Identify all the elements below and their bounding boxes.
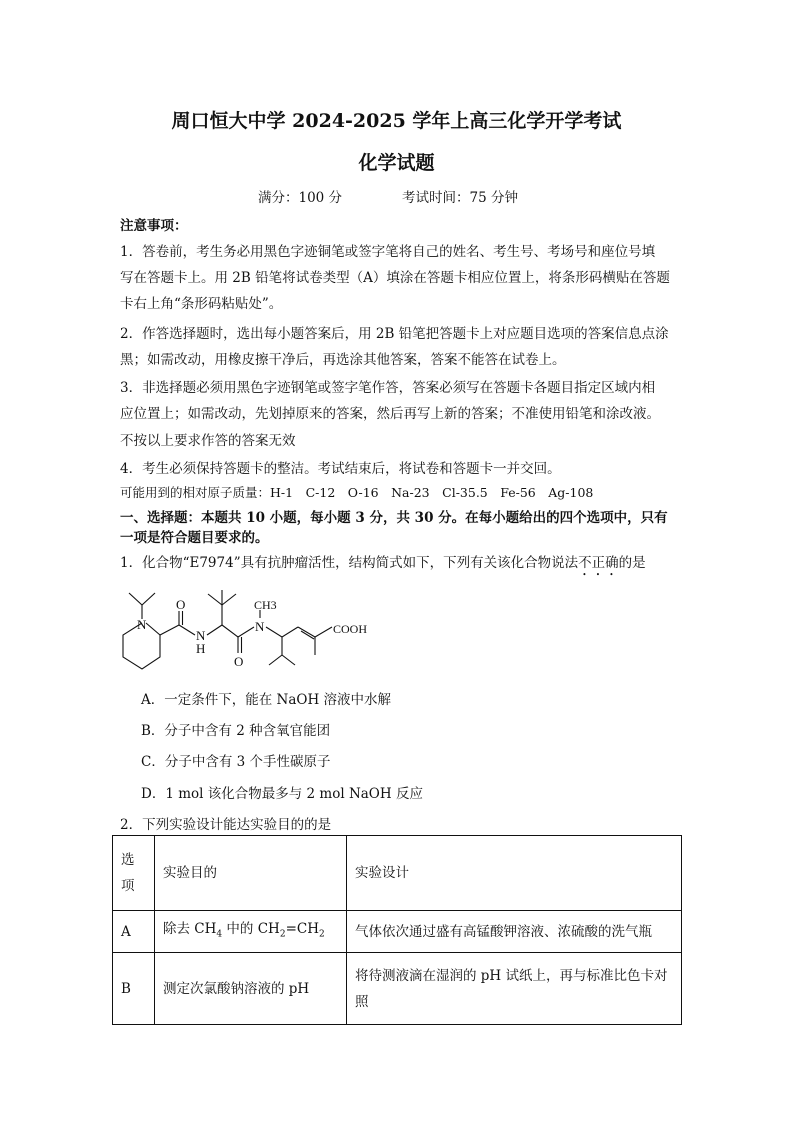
molecule-structure <box>112 585 402 687</box>
design-text: 将待测液滴在湿润的 pH 试纸上，再与标准比色卡对 <box>355 967 668 984</box>
header-option-text: 选 <box>121 852 135 868</box>
notice-heading: 注意事项： <box>120 218 188 234</box>
atom-label-n: N <box>196 628 206 643</box>
section-heading: 一、选择题：本题共 10 小题，每小题 3 分，共 30 分。在每小题给出的四个选项中，只有 <box>120 510 668 526</box>
table-header-row <box>113 836 682 911</box>
option-b: B．分子中含有 2 种含氧官能团 <box>141 723 331 739</box>
question-2-stem: 2．下列实验设计能达实验目的的是 <box>120 817 332 833</box>
exam-subtitle: 化学试题 <box>358 152 435 174</box>
methyl-label: CH3 <box>254 598 277 612</box>
question-1-stem <box>120 551 646 579</box>
notice-line: 应位置上；如需改动，先划掉原来的答案，然后再写上新的答案；不准使用铅笔和涂改液。 <box>120 406 660 422</box>
exam-time: 考试时间：75 分钟 <box>402 190 518 206</box>
notice-line: 不按以上要求作答的答案无效 <box>120 433 296 449</box>
row-design: 气体依次通过盛有高锰酸钾溶液、浓硫酸的洗气瓶 <box>347 911 682 953</box>
option-a: A．一定条件下，能在 NaOH 溶液中水解 <box>141 692 392 708</box>
atom-label-o: O <box>176 597 186 612</box>
row-purpose: 测定次氯酸钠溶液的 pH <box>155 953 347 1025</box>
experiment-table <box>112 835 682 1025</box>
atom-label-h: H <box>196 641 206 656</box>
notice-line: 4．考生必须保持答题卡的整洁。考试结束后，将试卷和答题卡一并交回。 <box>120 461 561 477</box>
subscript: 4 <box>216 929 223 940</box>
design-text: 照 <box>355 993 369 1010</box>
notice-line: 卡右上角“条形码粘贴处”。 <box>120 296 283 312</box>
notice-line: 1．答卷前，考生务必用黑色字迹铜笔或签字笔将自己的姓名、考生号、考场号和座位号填 <box>120 244 656 260</box>
table-row <box>113 953 682 1025</box>
row-purpose <box>155 911 347 953</box>
question-1-stem-text: 1．化合物“E7974”具有抗肿瘤活性，结构简式如下，下列有关该化合物说法 <box>120 555 579 571</box>
carboxyl-label: COOH <box>333 622 368 636</box>
section-heading: 一项是符合题目要求的。 <box>120 530 269 546</box>
table-header-design: 实验设计 <box>347 836 682 911</box>
row-design <box>347 953 682 1025</box>
notice-line: 3．非选择题必须用黑色字迹钢笔或签字笔作答，答案必须写在答题卡各题目指定区域内相 <box>120 380 656 396</box>
question-1-stem-text: 的是 <box>618 555 646 571</box>
notice-line: 2．作答选择题时，选出每小题答案后，用 2B 铅笔把答题卡上对应题目选项的答案信息点涂 <box>120 326 669 342</box>
full-score: 满分：100 分 <box>258 190 343 206</box>
option-d: D．1 mol 该化合物最多与 2 mol NaOH 反应 <box>141 786 423 802</box>
row-option: A <box>113 911 155 953</box>
purpose-text: 除去 CH <box>163 920 217 937</box>
row-option: B <box>113 953 155 1025</box>
table-row <box>113 911 682 953</box>
header-option-text: 项 <box>121 878 135 894</box>
purpose-text: 中的 CH <box>222 920 280 937</box>
purpose-text: =CH <box>285 920 319 937</box>
subscript: 2 <box>279 929 286 940</box>
notice-line: 写在答题卡上。用 2B 铅笔将试卷类型（A）填涂在答题卡相应位置上，将条形码横贴在答题 <box>120 270 670 286</box>
table-header-option <box>113 836 155 911</box>
atom-label-n: N <box>137 617 147 632</box>
emphasis-text: 不正确 <box>578 555 619 571</box>
atom-label-n: N <box>255 619 265 634</box>
table-header-purpose: 实验目的 <box>155 836 347 911</box>
subscript: 2 <box>318 929 325 940</box>
exam-title: 周口恒大中学 2024-2025 学年上高三化学开学考试 <box>171 110 622 132</box>
notice-line: 黑；如需改动，用橡皮擦干净后，再选涂其他答案，答案不能答在试卷上。 <box>120 352 566 368</box>
option-c: C．分子中含有 3 个手性碳原子 <box>141 754 331 770</box>
atomic-masses: 可能用到的相对原子质量：H-1 C-12 O-16 Na-23 Cl-35.5 Fe-56 Ag-108 <box>120 485 594 500</box>
atom-label-o: O <box>234 654 244 669</box>
